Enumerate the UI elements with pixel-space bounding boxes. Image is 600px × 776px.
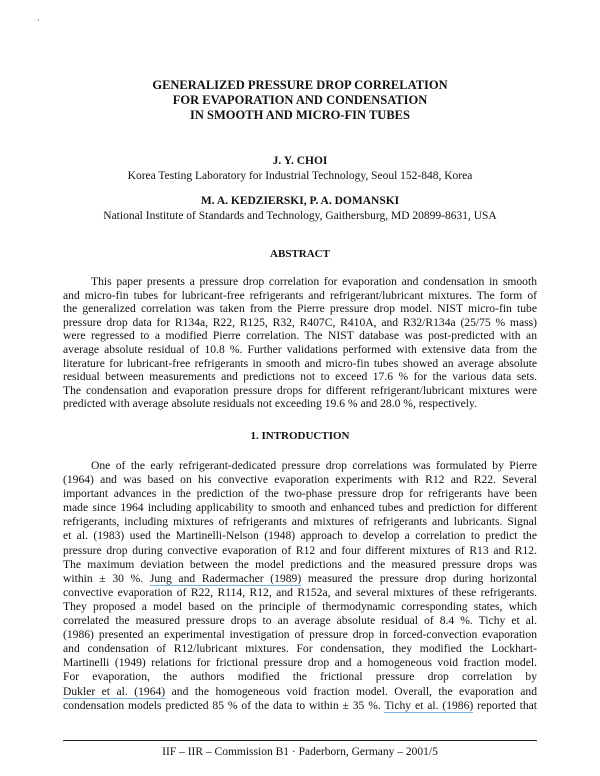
abstract-line: were regressed to a modified Pierre correlation. The NIST database was post-predicted with an bbox=[63, 329, 537, 343]
intro-line bbox=[63, 544, 537, 558]
intro-text: reported that bbox=[473, 698, 537, 712]
intro-text: refrigerants, including mixtures of refrigerants and mixtures of refrigerants and lubricants. Signal bbox=[63, 515, 537, 529]
intro-line bbox=[63, 628, 537, 642]
author-name: J. Y. CHOI bbox=[272, 155, 328, 167]
abstract-line: average absolute residual of 10.8 %. Further validations performed with extensive data from the bbox=[63, 342, 537, 356]
abstract-line: residual between measurements and predictions not to exceed 17.6 % for the various data sets. bbox=[63, 370, 537, 384]
intro-text: (1986) presented an experimental investigation of pressure drop in forced-convection evaporation bbox=[63, 628, 537, 642]
intro-line bbox=[63, 572, 537, 586]
abstract-line: literature for lubricant-free refrigerants in smooth and micro-fin tubes showed an average absolute bbox=[63, 356, 537, 370]
paper-title bbox=[0, 78, 600, 123]
intro-text: The maximum deviation between the model predictions and the measured pressure drops was bbox=[63, 557, 537, 571]
intro-line bbox=[63, 501, 537, 515]
scan-speck: · bbox=[37, 16, 40, 25]
intro-text: condensation models predicted 85 % of the data to within ± 35 %. bbox=[63, 698, 385, 712]
intro-line bbox=[63, 614, 537, 628]
intro-text: convective evaporation of R22, R114, R12, and R152a, and several mixtures of these refrigerants. bbox=[63, 585, 537, 599]
intro-text: One of the early refrigerant-dedicated pressure drop correlations was formulated by Pierre bbox=[91, 459, 537, 472]
introduction-body bbox=[63, 459, 537, 713]
footer-divider bbox=[63, 740, 537, 741]
intro-line bbox=[63, 656, 537, 670]
abstract-line: The condensation and evaporation pressure drops for different refrigerant/lubricant mixtures were bbox=[63, 383, 537, 397]
citation-link[interactable]: Dukler et al. (1964) bbox=[63, 684, 166, 698]
intro-line bbox=[63, 685, 537, 699]
intro-line bbox=[63, 529, 537, 543]
abstract-line: predicted with average absolute residuals not exceeding 19.6 % and 28.0 %, respectively. bbox=[63, 397, 477, 411]
intro-line bbox=[63, 670, 537, 684]
author-name: M. A. KEDZIERSKI, P. A. DOMANSKI bbox=[200, 195, 400, 207]
abstract-line: the generalized correlation was taken from the Pierre pressure drop model. NIST micro-fin tube bbox=[63, 302, 537, 316]
author-affiliation: Korea Testing Laboratory for Industrial Technology, Seoul 152-848, Korea bbox=[127, 170, 473, 182]
abstract-body bbox=[63, 275, 537, 411]
abstract-heading: ABSTRACT bbox=[270, 248, 330, 260]
intro-text: et al. (1983) used the Martinelli-Nelson (1948) approach to develop a correlation to predict the bbox=[63, 529, 537, 543]
intro-line bbox=[63, 515, 537, 529]
intro-text: measured the pressure drop during horizontal bbox=[301, 571, 537, 585]
intro-line bbox=[63, 586, 537, 600]
intro-text: (1964) and was based on his convective evaporation experiments with R12 and R22. Several bbox=[63, 473, 537, 487]
intro-text: They proposed a model based on the principle of thermodynamic corresponding states, which bbox=[63, 599, 537, 613]
intro-text: made since 1964 including applicability to smooth and enhanced tubes and prediction for different bbox=[63, 501, 537, 515]
author-affiliation: National Institute of Standards and Technology, Gaithersburg, MD 20899-8631, USA bbox=[103, 210, 497, 222]
intro-text: For evaporation, the authors modified the frictional pressure drop correlation by bbox=[63, 670, 537, 684]
intro-line bbox=[63, 600, 537, 614]
abstract-line: This paper presents a pressure drop correlation for evaporation and condensation in smooth bbox=[91, 275, 537, 288]
intro-text: and the homogeneous void fraction model. Overall, the evaporation and bbox=[165, 684, 537, 698]
title-line: FOR EVAPORATION AND CONDENSATION bbox=[172, 93, 428, 107]
intro-line bbox=[63, 487, 537, 501]
intro-text: pressure drop during convective evaporation of R12 and four different mixtures of R13 and R12. bbox=[63, 543, 537, 557]
section-heading: 1. INTRODUCTION bbox=[250, 430, 350, 442]
intro-text: within ± 30 %. bbox=[63, 571, 150, 585]
title-line: GENERALIZED PRESSURE DROP CORRELATION bbox=[152, 78, 448, 92]
intro-text: Martinelli (1949) relations for frictional pressure drop and a homogeneous void fraction model. bbox=[63, 656, 537, 670]
title-line: IN SMOOTH AND MICRO-FIN TUBES bbox=[190, 108, 410, 122]
intro-line bbox=[63, 473, 537, 487]
intro-line bbox=[63, 699, 537, 713]
citation-link[interactable]: Jung and Radermacher (1989) bbox=[149, 571, 302, 585]
intro-line bbox=[63, 459, 537, 473]
intro-text: correlated the measured pressure drops to an average absolute residual of 8.4 %. Tichy et al. bbox=[63, 614, 537, 628]
intro-text: important advances in the prediction of the two-phase pressure drop for refrigerants have been bbox=[63, 487, 537, 501]
citation-link[interactable]: Tichy et al. (1986) bbox=[384, 698, 474, 712]
abstract-line: and micro-fin tubes for lubricant-free refrigerants and refrigerant/lubricant mixtures. The form of bbox=[63, 288, 537, 302]
page-footer: IIF – IIR – Commission B1 · Paderborn, Germany – 2001/5 bbox=[162, 746, 438, 758]
intro-text: and condensation of R12/lubricant mixtures. For condensation, they modified the Lockhart- bbox=[63, 642, 537, 656]
intro-line bbox=[63, 558, 537, 572]
abstract-line: pressure drop data for R134a, R22, R125, R32, R407C, R410A, and R32/R134a (25/75 % mass) bbox=[63, 315, 537, 329]
intro-line bbox=[63, 642, 537, 656]
